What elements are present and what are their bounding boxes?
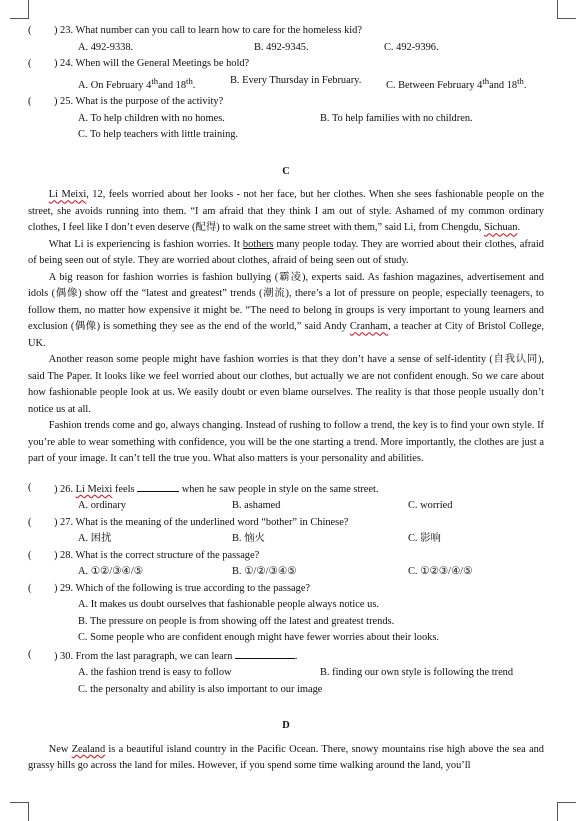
option-c[interactable]: C. Between February 4thand 18th.: [386, 75, 527, 91]
option-b[interactable]: B. finding our own style is following the trend: [320, 667, 514, 679]
option-b[interactable]: B. 492-9345.: [254, 41, 309, 53]
question-23-options: [28, 40, 544, 57]
answer-paren[interactable]: (: [28, 58, 32, 69]
passage-paragraph-1: Li Meixi, 12, feels worried about her looks - not her face, but her clothes. When she sees fashionable people on the street, she avoids running into them. “I am afraid that they think I am out of style. Ashamed of my common ordinary clothes, I feel like I don’t even deserve (配得) to walk on the same street with them,” said Li, from Chengdu, Sichuan.: [28, 189, 544, 234]
answer-blank[interactable]: [137, 480, 179, 492]
passage-paragraph-5: Fashion trends come and go, always changing. Instead of rushing to follow a trend, the key is to find your own style. If you’re able to wear something with confidence, you will be the one starting a trend. More importantly, the clothes are just a part of your image. It can’t tell the true you. What also matters is your personality and abilities.: [28, 420, 544, 465]
passage-paragraph-2: What Li is experiencing is fashion worries. It bothers many people today. They are worried about their clothes, afraid of being seen out of style. They are worried about clothes, afraid of being seen out of study.: [28, 238, 544, 267]
option-c[interactable]: C. the personalty and ability is also important to our image: [78, 683, 323, 695]
worksheet-page: [28, 23, 544, 775]
question-24: [28, 56, 544, 73]
option-c[interactable]: C. Some people who are confident enough might have fewer worries about their looks.: [78, 632, 439, 644]
option-c[interactable]: C. 492-9396.: [384, 41, 439, 53]
question-23: [28, 23, 544, 40]
question-28: [28, 548, 544, 565]
question-stem: ) 30. From the last paragraph, we can learn .: [54, 647, 298, 666]
option-b[interactable]: B. ashamed: [232, 500, 281, 512]
option-c[interactable]: C. worried: [408, 500, 453, 512]
option-c[interactable]: C. ①②③/④/⑤: [408, 566, 473, 578]
place-name: Sichuan: [484, 222, 518, 234]
answer-paren[interactable]: (: [28, 96, 32, 108]
crop-mark-bottom-right: [557, 802, 576, 821]
question-stem: ) 24. When will the General Meetings be hold?: [54, 58, 250, 69]
passage-paragraph-4: Another reason some people might have fashion worries is that they don’t have a sense of self-identity (自我认同), said The Paper. It looks like we feel worried about our clothes, but actually we are not confident enough. So we care about how fashionable people look at us. We easily doubt or even blame ourselves. The reality is that those people usually don’t notice us at all.: [28, 354, 544, 415]
option-a[interactable]: A. the fashion trend is easy to follow: [78, 667, 232, 679]
person-name: Li Meixi: [75, 483, 113, 495]
person-name: Li Meixi: [48, 189, 87, 201]
crop-mark-bottom-left: [10, 802, 29, 821]
question-29: [28, 581, 544, 598]
answer-paren[interactable]: (: [28, 549, 32, 561]
question-stem: ) 25. What is the purpose of the activity?: [54, 96, 224, 108]
option-b[interactable]: B. ①/②/③④⑤: [232, 566, 297, 578]
question-26: [28, 480, 544, 499]
person-name: Cranham: [349, 321, 388, 333]
question-26-options: [28, 498, 544, 515]
question-stem: ) 29. Which of the following is true according to the passage?: [54, 582, 311, 594]
answer-paren[interactable]: (: [28, 25, 32, 36]
answer-paren[interactable]: (: [28, 582, 32, 594]
section-heading-c: C: [282, 165, 290, 177]
option-c[interactable]: C. To help teachers with little training.: [78, 129, 239, 141]
question-30: [28, 647, 544, 666]
question-28-options: [28, 564, 544, 581]
option-c[interactable]: C. 影响: [408, 533, 441, 545]
question-30-options: [28, 665, 544, 682]
question-25: [28, 94, 544, 111]
question-24-options: [28, 73, 544, 95]
underlined-word: bothers: [242, 238, 274, 250]
section-heading-d: D: [282, 720, 290, 732]
question-stem: ) 26. Li Meixi feels when he saw people in style on the same street.: [54, 480, 379, 499]
question-27: [28, 515, 544, 532]
passage-d-paragraph-1: New Zealand is a beautiful island country in the Pacific Ocean. There, snowy mountains rise high above the sea and grassy hills go across the land for miles. However, if you spend some time walking around the land, you’ll: [28, 743, 545, 772]
option-b[interactable]: B. The pressure on people is from showing off the latest and greatest trends.: [78, 615, 395, 627]
option-b[interactable]: B. Every Thursday in February.: [230, 74, 362, 86]
option-a[interactable]: A. To help children with no homes.: [78, 112, 225, 124]
question-stem: ) 27. What is the meaning of the underlined word “bother” in Chinese?: [54, 516, 349, 528]
answer-paren[interactable]: (: [28, 516, 32, 528]
passage-paragraph-3: A big reason for fashion worries is fashion bullying (霸凌), experts said. As fashion magazines, advertisement and idols (偶像) show off the “latest and greatest” trends (潮流), there’s a lot of pressure on people, especially teenagers, to follow them, no matter how expensive it might be. “The need to belong in groups is very important to young learners and exclusion (偶像) is something they see as the end of the world,” said Andy Cranham, a teacher at City of Bristol College, UK.: [28, 271, 544, 349]
question-27-options: [28, 531, 544, 548]
answer-blank[interactable]: [235, 647, 295, 659]
crop-mark-top-left: [10, 0, 29, 19]
option-b[interactable]: B. 恼火: [232, 533, 265, 545]
question-25-options: [28, 111, 544, 128]
question-stem: ) 23. What number can you call to learn how to care for the homeless kid?: [54, 25, 362, 36]
option-a[interactable]: A. 困扰: [78, 533, 112, 545]
option-a[interactable]: A. On February 4thand 18th.: [78, 75, 196, 91]
option-a[interactable]: A. ordinary: [78, 500, 126, 512]
crop-mark-top-right: [557, 0, 576, 19]
question-stem: ) 28. What is the correct structure of the passage?: [54, 549, 260, 561]
place-name: Zealand: [71, 743, 106, 755]
answer-paren[interactable]: (: [28, 481, 32, 493]
option-a[interactable]: A. 492-9338.: [78, 41, 134, 53]
option-a[interactable]: A. ①②/③④/⑤: [78, 566, 144, 578]
option-b[interactable]: B. To help families with no children.: [320, 112, 473, 124]
option-a[interactable]: A. It makes us doubt ourselves that fashionable people always notice us.: [78, 599, 379, 611]
answer-paren[interactable]: (: [28, 648, 32, 660]
